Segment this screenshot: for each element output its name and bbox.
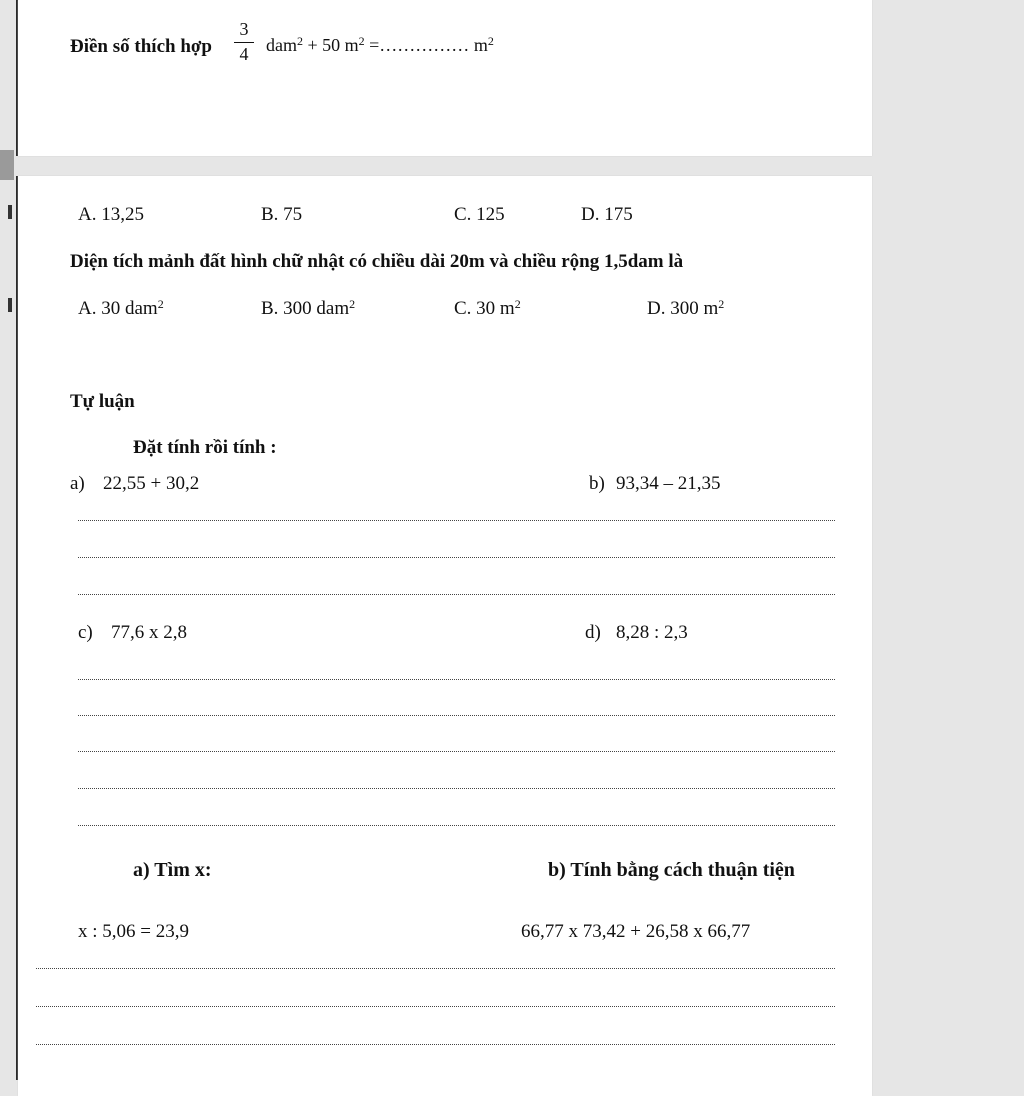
q2-option-b: B. 300 dam$^2$	[261, 297, 356, 319]
expression	[266, 35, 494, 56]
answer-line	[36, 968, 835, 969]
convenient-expr: 66,77 x 73,42 + 26,58 x 66,77	[521, 921, 751, 942]
fraction-numerator: 3	[239, 19, 249, 39]
answer-line	[78, 751, 835, 752]
task-c-label: c)	[78, 622, 93, 643]
answer-line	[78, 679, 835, 680]
expr-dam: dam	[266, 35, 297, 55]
expr-unit-sup: 2	[487, 34, 494, 48]
answer-line	[36, 1006, 835, 1007]
answer-line	[78, 520, 835, 521]
question-label: Điền số thích hợp	[70, 36, 212, 57]
fraction-bar	[234, 42, 254, 43]
q2-option-c: C. 30 $m^2$	[454, 297, 521, 319]
find-x-expr: x : 5,06 = 23,9	[78, 921, 189, 942]
answer-line	[78, 788, 835, 789]
answer-line	[78, 825, 835, 826]
q2-option-a: A. 30 dam$^2$	[78, 297, 164, 319]
q2-option-d: D. 300 $m^2$	[647, 297, 725, 319]
left-edge-mark-2	[8, 298, 12, 312]
expr-plus: + 50 m	[307, 35, 359, 55]
q1-option-d: D. 175	[581, 204, 633, 225]
task1-heading: Đặt tính rồi tính :	[133, 437, 277, 458]
left-edge-shadow	[0, 150, 14, 180]
task-b-expr: 93,34 – 21,35	[616, 473, 721, 494]
q1-option-c: C. 125	[454, 204, 505, 225]
convenient-heading: b) Tính bằng cách thuận tiện	[548, 859, 795, 881]
fraction	[234, 20, 254, 65]
q2-text: Diện tích mảnh đất hình chữ nhật có chiều dài 20m và chiều rộng 1,5dam là	[70, 251, 684, 272]
task-d-expr: 8,28 : 2,3	[616, 622, 688, 643]
expr-unit: m	[473, 35, 488, 55]
find-x-heading: a) Tìm x:	[133, 859, 212, 881]
expr-eq: =……………	[369, 35, 470, 55]
answer-line	[78, 557, 835, 558]
q1-option-b: B. 75	[261, 204, 303, 225]
document-page-2	[18, 176, 872, 1096]
task-c-expr: 77,6 x 2,8	[111, 622, 187, 643]
expr-plus-sup: 2	[358, 34, 365, 48]
answer-line	[78, 715, 835, 716]
expr-dam-sup: 2	[297, 34, 303, 48]
left-edge-mark	[8, 205, 12, 219]
task-d-label: d)	[585, 622, 601, 643]
task-a-expr: 22,55 + 30,2	[103, 473, 200, 494]
document-page-1	[18, 0, 872, 156]
answer-line	[36, 1044, 835, 1045]
fraction-denominator: 4	[239, 43, 249, 64]
essay-title: Tự luận	[70, 391, 135, 412]
q1-option-a: A. 13,25	[78, 204, 144, 225]
answer-line	[78, 594, 835, 595]
task-b-label: b)	[589, 473, 605, 494]
task-a-label: a)	[70, 473, 85, 494]
